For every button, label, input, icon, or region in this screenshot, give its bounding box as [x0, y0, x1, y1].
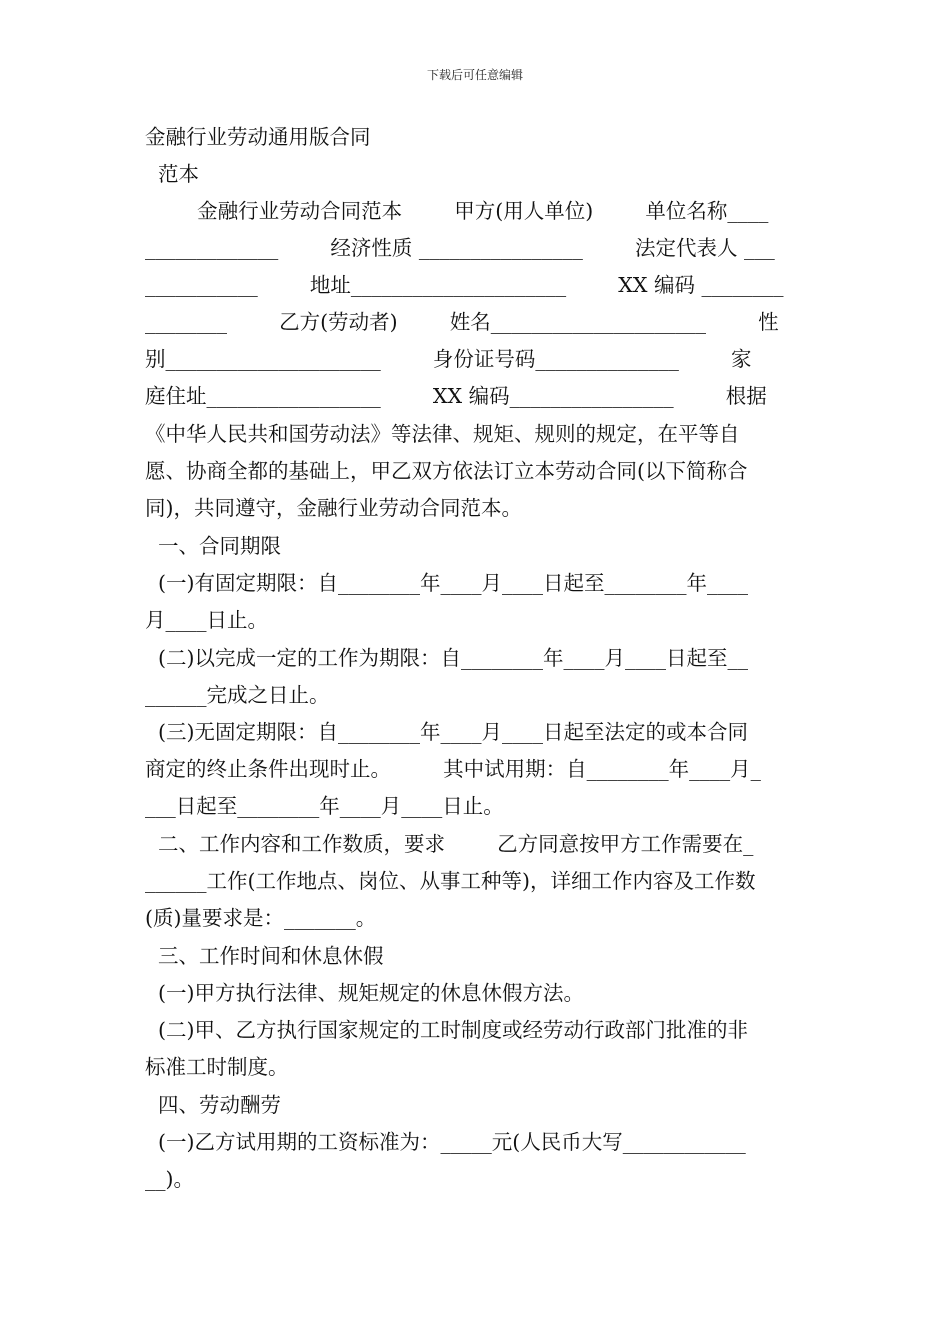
text-line: ______工作(工作地点、岗位、从事工种等)，详细工作内容及工作数 [145, 869, 756, 893]
text-line: (一)乙方试用期的工资标准为：_____元(人民币大写____________ [145, 1130, 746, 1154]
text-line: 庭住址_________________ XX 编码________________ 根据 [145, 384, 767, 408]
section-heading: 二、工作内容和工作数质，要求 乙方同意按甲方工作需要在_ [145, 832, 754, 856]
text-line: 商定的终止条件出现时止。 其中试用期：自________年____月_ [145, 757, 761, 781]
text-line: _____________ 经济性质 ________________ 法定代表人 ___ [145, 236, 775, 260]
text-line: ___日起至________年____月____日止。 [145, 794, 504, 818]
text-line: (质)量要求是：_______。 [145, 906, 377, 930]
text-line: ______完成之日止。 [145, 683, 330, 707]
text-line: (一)甲方执行法律、规矩规定的休息休假方法。 [145, 981, 585, 1005]
text-line: ___________ 地址_____________________ XX 编码 ________ [145, 273, 784, 297]
doc-title: 金融行业劳动通用版合同 [145, 125, 371, 149]
text-line: (三)无固定期限：自________年____月____日起至法定的或本合同 [145, 720, 749, 744]
text-line: 愿、协商全都的基础上，甲乙双方依法订立本劳动合同(以下简称合 [145, 459, 748, 483]
page-header: 下载后可任意编辑 [426, 68, 523, 82]
text-line: (二)以完成一定的工作为期限：自________年____月____日起至__ [145, 646, 749, 670]
section-heading: 一、合同期限 [145, 534, 282, 558]
text-line: 别_____________________ 身份证号码______________ 家 [145, 347, 752, 371]
text-line: 《中华人民共和国劳动法》等法律、规矩、规则的规定，在平等自 [145, 422, 740, 446]
doc-subtitle: 范本 [145, 162, 200, 186]
text-line: 同)，共同遵守，金融行业劳动合同范本。 [145, 496, 522, 520]
text-line: 月____日止。 [145, 608, 268, 632]
section-heading: 四、劳动酬劳 [145, 1093, 282, 1117]
text-line: __)。 [145, 1167, 194, 1191]
text-line: (二)甲、乙方执行国家规定的工时制度或经劳动行政部门批准的非 [145, 1018, 749, 1042]
section-heading: 三、工作时间和休息休假 [145, 944, 384, 968]
text-line: ________ 乙方(劳动者) 姓名_____________________ 性 [145, 310, 779, 334]
text-line: 标准工时制度。 [145, 1055, 289, 1079]
text-line: (一)有固定期限：自________年____月____日起至________年____ [145, 571, 749, 595]
text-line: 金融行业劳动合同范本 甲方(用人单位) 单位名称____ [145, 199, 769, 223]
